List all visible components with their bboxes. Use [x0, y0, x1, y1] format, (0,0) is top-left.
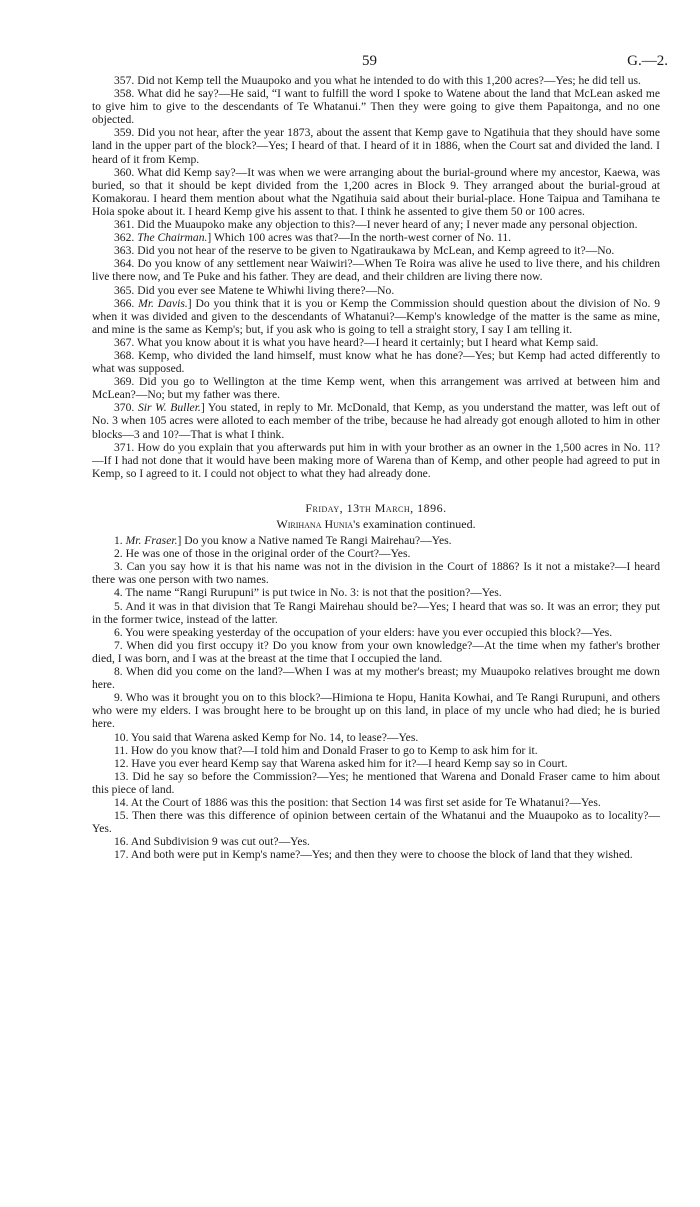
- question-text: Which 100 acres was that?—In the north-west corner of No. 11.: [213, 231, 512, 245]
- question-text: Did you not hear, after the year 1873, about the assent that Kemp gave to Ngatihuia that they should have some land in the upper part of the block?—Yes; I heard of that. I heard of it in 1886, when the Court sat and divided the land. I heard of it from Kemp.: [92, 126, 660, 166]
- question-number: 366.: [114, 296, 135, 310]
- question-text: Who was it brought you on to this block?—Himiona te Hopu, Hanita Kowhai, and Te Rangi Rurupuni, and others who were my elders. I was brought here to be brought up on this land, in place of my uncle who had died; he is buried here.: [92, 691, 660, 731]
- series-code: G.—2.: [627, 53, 668, 69]
- question-paragraph: [92, 731, 660, 744]
- witness-surname-initial: H: [324, 517, 334, 531]
- question-text: Did not Kemp tell the Muaupoko and you what he intended to do with this 1,200 acres?—Yes; he did tell us.: [137, 74, 641, 87]
- question-number: 365.: [114, 283, 135, 297]
- question-number: 369.: [114, 375, 135, 389]
- question-paragraph: [92, 257, 660, 283]
- question-paragraph: [92, 691, 660, 730]
- speaker-name: The Chairman.: [137, 231, 208, 245]
- witness-surname-rest: unia: [333, 517, 354, 531]
- question-paragraph: [92, 284, 660, 297]
- question-paragraph: [92, 244, 660, 257]
- question-number: 15.: [114, 809, 129, 823]
- question-text: At the Court of 1886 was this the position: that Section 14 was first set aside for Te Whatanui?—Yes.: [130, 795, 601, 809]
- question-number: 5.: [114, 599, 123, 613]
- question-text: What did Kemp say?—It was when we were arranging about the burial-ground where my ancestor, Kaewa, was buried, so that it should be kept divided from the 1,200 acres in Block 9. They arranged about the burial-groud at Komakorau. I heard them mention about what the Ngatihuia said about their burial-place. Hone Taipua and Tamihana te Hoia spoke about it. I heard Kemp give his assent to that. I think he assented to give them 50 or 100 acres.: [92, 165, 660, 218]
- question-text: And it was in that division that Te Rangi Mairehau should be?—Yes; I heard that was so. It was an error; they put in the former twice, instead of the latter.: [92, 599, 660, 626]
- speaker-name: Mr. Davis.: [138, 296, 188, 310]
- date-heading: [92, 502, 660, 515]
- question-text: The name “Rangi Rurupuni” is put twice in No. 3: is not that the position?—Yes.: [125, 586, 502, 600]
- question-text: Do you know of any settlement near Waiwiri?—When Te Roira was alive he used to live there, and his children live there now, and Te Puke and his father. They are dead, and their children are living there now.: [92, 257, 660, 284]
- question-text: Did you ever see Matene te Whiwhi living there?—No.: [137, 283, 395, 297]
- question-text: He was one of those in the original order of the Court?—Yes.: [125, 547, 411, 561]
- question-number: 16.: [114, 835, 129, 849]
- question-paragraph: 370. Sir W. Buller.] You stated, in reply to Mr. McDonald, that Kemp, as you understand the matter, was left out of No. 3 when 105 acres were alloted to each member of the tribe, because he had already got enough alloted to him in other blocks—3 and 10?—That is what I think.: [92, 401, 660, 441]
- question-paragraph: [92, 166, 660, 218]
- question-paragraph: [92, 87, 660, 126]
- question-number: 362.: [114, 231, 135, 245]
- question-number: 12.: [114, 756, 129, 770]
- question-paragraph: [92, 835, 660, 848]
- question-paragraph: [92, 349, 660, 375]
- question-number: 4.: [114, 586, 123, 600]
- page-header: [0, 53, 700, 73]
- question-number: 368.: [114, 348, 135, 362]
- question-text: Did you not hear of the reserve to be given to Ngatiraukawa by McLean, and Kemp agreed to it?—No.: [137, 244, 615, 258]
- question-paragraph: [92, 547, 660, 560]
- date-heading-rest: riday, 13th March, 1896.: [312, 500, 447, 515]
- question-paragraph: [92, 441, 660, 480]
- question-number: 371.: [114, 440, 135, 454]
- question-paragraph: [92, 796, 660, 809]
- question-paragraph: [92, 626, 660, 639]
- question-paragraph: [92, 375, 660, 401]
- examination-heading: [92, 518, 660, 531]
- question-paragraph: [92, 74, 660, 87]
- question-paragraph: [92, 770, 660, 796]
- question-text: Did the Muaupoko make any objection to this?—I never heard of any; I never made any personal objection.: [137, 218, 638, 232]
- question-text: Have you ever heard Kemp say that Warena asked him for it?—I heard Kemp say so in Court.: [131, 756, 568, 770]
- question-text: What did he say?—He said, “I want to fulfill the word I spoke to Watene about the land that McLean asked me to give him to give to the descendants of Te Whatanui.” Then they were going to give them Papaitonga, and no one objected.: [92, 87, 660, 127]
- question-text: When did you come on the land?—When I was at my mother's breast; my Muaupoko relatives brought me down here.: [92, 665, 660, 692]
- question-number: 360.: [114, 165, 135, 179]
- question-text: Then there was this difference of opinion between certain of the Whatanui and the Muaupoko as to locality?—Yes.: [92, 809, 660, 836]
- question-number: 359.: [114, 126, 135, 140]
- question-text: Do you think that it is you or Kemp the Commission should question about the division of No. 9 when it was divided and given to the descendants of Whatanui?—Kemp's knowledge of the matter is the same as mine, and mine is the same as Kemp's; but, if you ask who is going to tell a straight story, I say I am telling it.: [92, 296, 660, 336]
- question-number: 9.: [114, 691, 123, 705]
- question-number: 2.: [114, 547, 123, 561]
- question-paragraph: [92, 600, 660, 626]
- question-paragraph: [92, 586, 660, 599]
- question-number: 364.: [114, 257, 135, 271]
- witness-name-initial: W: [276, 517, 288, 531]
- question-number: 3.: [114, 560, 123, 574]
- question-number: 11.: [114, 743, 129, 757]
- question-paragraph: [92, 639, 660, 665]
- question-number: 363.: [114, 244, 135, 258]
- speaker-name: Sir W. Buller.: [137, 401, 201, 415]
- question-paragraph: [92, 126, 660, 165]
- question-number: 1.: [114, 534, 123, 548]
- question-text: What you know about it is what you have heard?—I heard it certainly; but I heard what Kemp said.: [137, 335, 599, 349]
- question-number: 7.: [114, 638, 123, 652]
- question-text: Did you go to Wellington at the time Kemp went, when this arrangement was arrived at between him and McLean?—No; but my father was there.: [92, 375, 660, 402]
- question-text: You stated, in reply to Mr. McDonald, that Kemp, as you understand the matter, was left out of No. 3 when 105 acres were alloted to each member of the tribe, because he had already got enough alloted to him in other blocks—3 and 10?—That is what I think.: [92, 401, 660, 441]
- date-heading-initial: F: [305, 500, 313, 515]
- speaker-name: Mr. Fraser.: [125, 534, 178, 548]
- text-column: [92, 74, 660, 861]
- question-number: 370.: [114, 401, 135, 415]
- question-number: 361.: [114, 218, 135, 232]
- question-text: Did he say so before the Commission?—Yes; he mentioned that Warena and Donald Fraser came to him about this piece of land.: [92, 769, 660, 796]
- question-text: And both were put in Kemp's name?—Yes; and then they were to choose the block of land that they wished.: [130, 848, 633, 862]
- question-number: 10.: [114, 730, 129, 744]
- question-text: Kemp, who divided the land himself, must know what he has done?—Yes; but Kemp had acted differently to what was supposed.: [92, 348, 660, 376]
- question-paragraph: [92, 757, 660, 770]
- question-text: How do you know that?—I told him and Donald Fraser to go to Kemp to ask him for it.: [130, 743, 538, 757]
- question-text: You were speaking yesterday of the occupation of your elders: have you ever occupied this block?—Yes.: [125, 625, 613, 639]
- question-paragraph: [92, 665, 660, 691]
- question-text: Can you say how it is that his name was not in the division in the Court of 1886? Is it not a mistake?—I heard there was one person with two names.: [92, 560, 660, 587]
- question-text: Do you know a Native named Te Rangi Mairehau?—Yes.: [184, 534, 452, 548]
- question-number: 8.: [114, 665, 123, 679]
- question-paragraph: 362. The Chairman.] Which 100 acres was that?—In the north-west corner of No. 11.: [114, 231, 512, 245]
- question-number: 367.: [114, 335, 135, 349]
- question-paragraph: [92, 560, 660, 586]
- question-paragraph: [92, 848, 660, 861]
- question-number: 357.: [114, 74, 135, 87]
- question-number: 6.: [114, 625, 123, 639]
- question-text: When did you first occupy it? Do you know from your own knowledge?—At the time when my father's brother died, I was born, and I was at the breast at the time that I occupied the land.: [92, 638, 660, 665]
- question-number: 14.: [114, 795, 129, 809]
- question-text: And Subdivision 9 was cut out?—Yes.: [130, 835, 310, 849]
- evidence-section-2: [92, 534, 660, 861]
- question-number: 358.: [114, 87, 135, 101]
- question-number: 17.: [114, 848, 129, 862]
- question-text: How do you explain that you afterwards put him in with your brother as an owner in the 1,500 acres in No. 11?—If I had not done that it would have been making more of Warena than of Kemp, and other people had agreed to put in Kemp, so I agreed to it. I could not object to what they had already done.: [92, 440, 661, 480]
- page-number: 59: [362, 53, 377, 69]
- question-paragraph: [92, 744, 660, 757]
- question-paragraph: 1. Mr. Fraser.] Do you know a Native named Te Rangi Mairehau?—Yes.: [114, 534, 452, 548]
- question-paragraph: 366. Mr. Davis.] Do you think that it is you or Kemp the Commission should question about the division of No. 9 when it was divided and given to the descendants of Whatanui?—Kemp's knowledge of the matter is the same as mine, and mine is the same as Kemp's; but, if you ask who is going to tell a straight story, I say I am telling it.: [92, 296, 660, 336]
- question-paragraph: [92, 809, 660, 835]
- question-paragraph: [92, 218, 660, 231]
- question-paragraph: [92, 336, 660, 349]
- question-number: 13.: [114, 769, 129, 783]
- examination-suffix: 's examination continued.: [353, 517, 476, 531]
- question-text: You said that Warena asked Kemp for No. 14, to lease?—Yes.: [130, 730, 419, 744]
- witness-name-rest: irihana: [287, 517, 325, 531]
- evidence-section-1: [92, 74, 660, 480]
